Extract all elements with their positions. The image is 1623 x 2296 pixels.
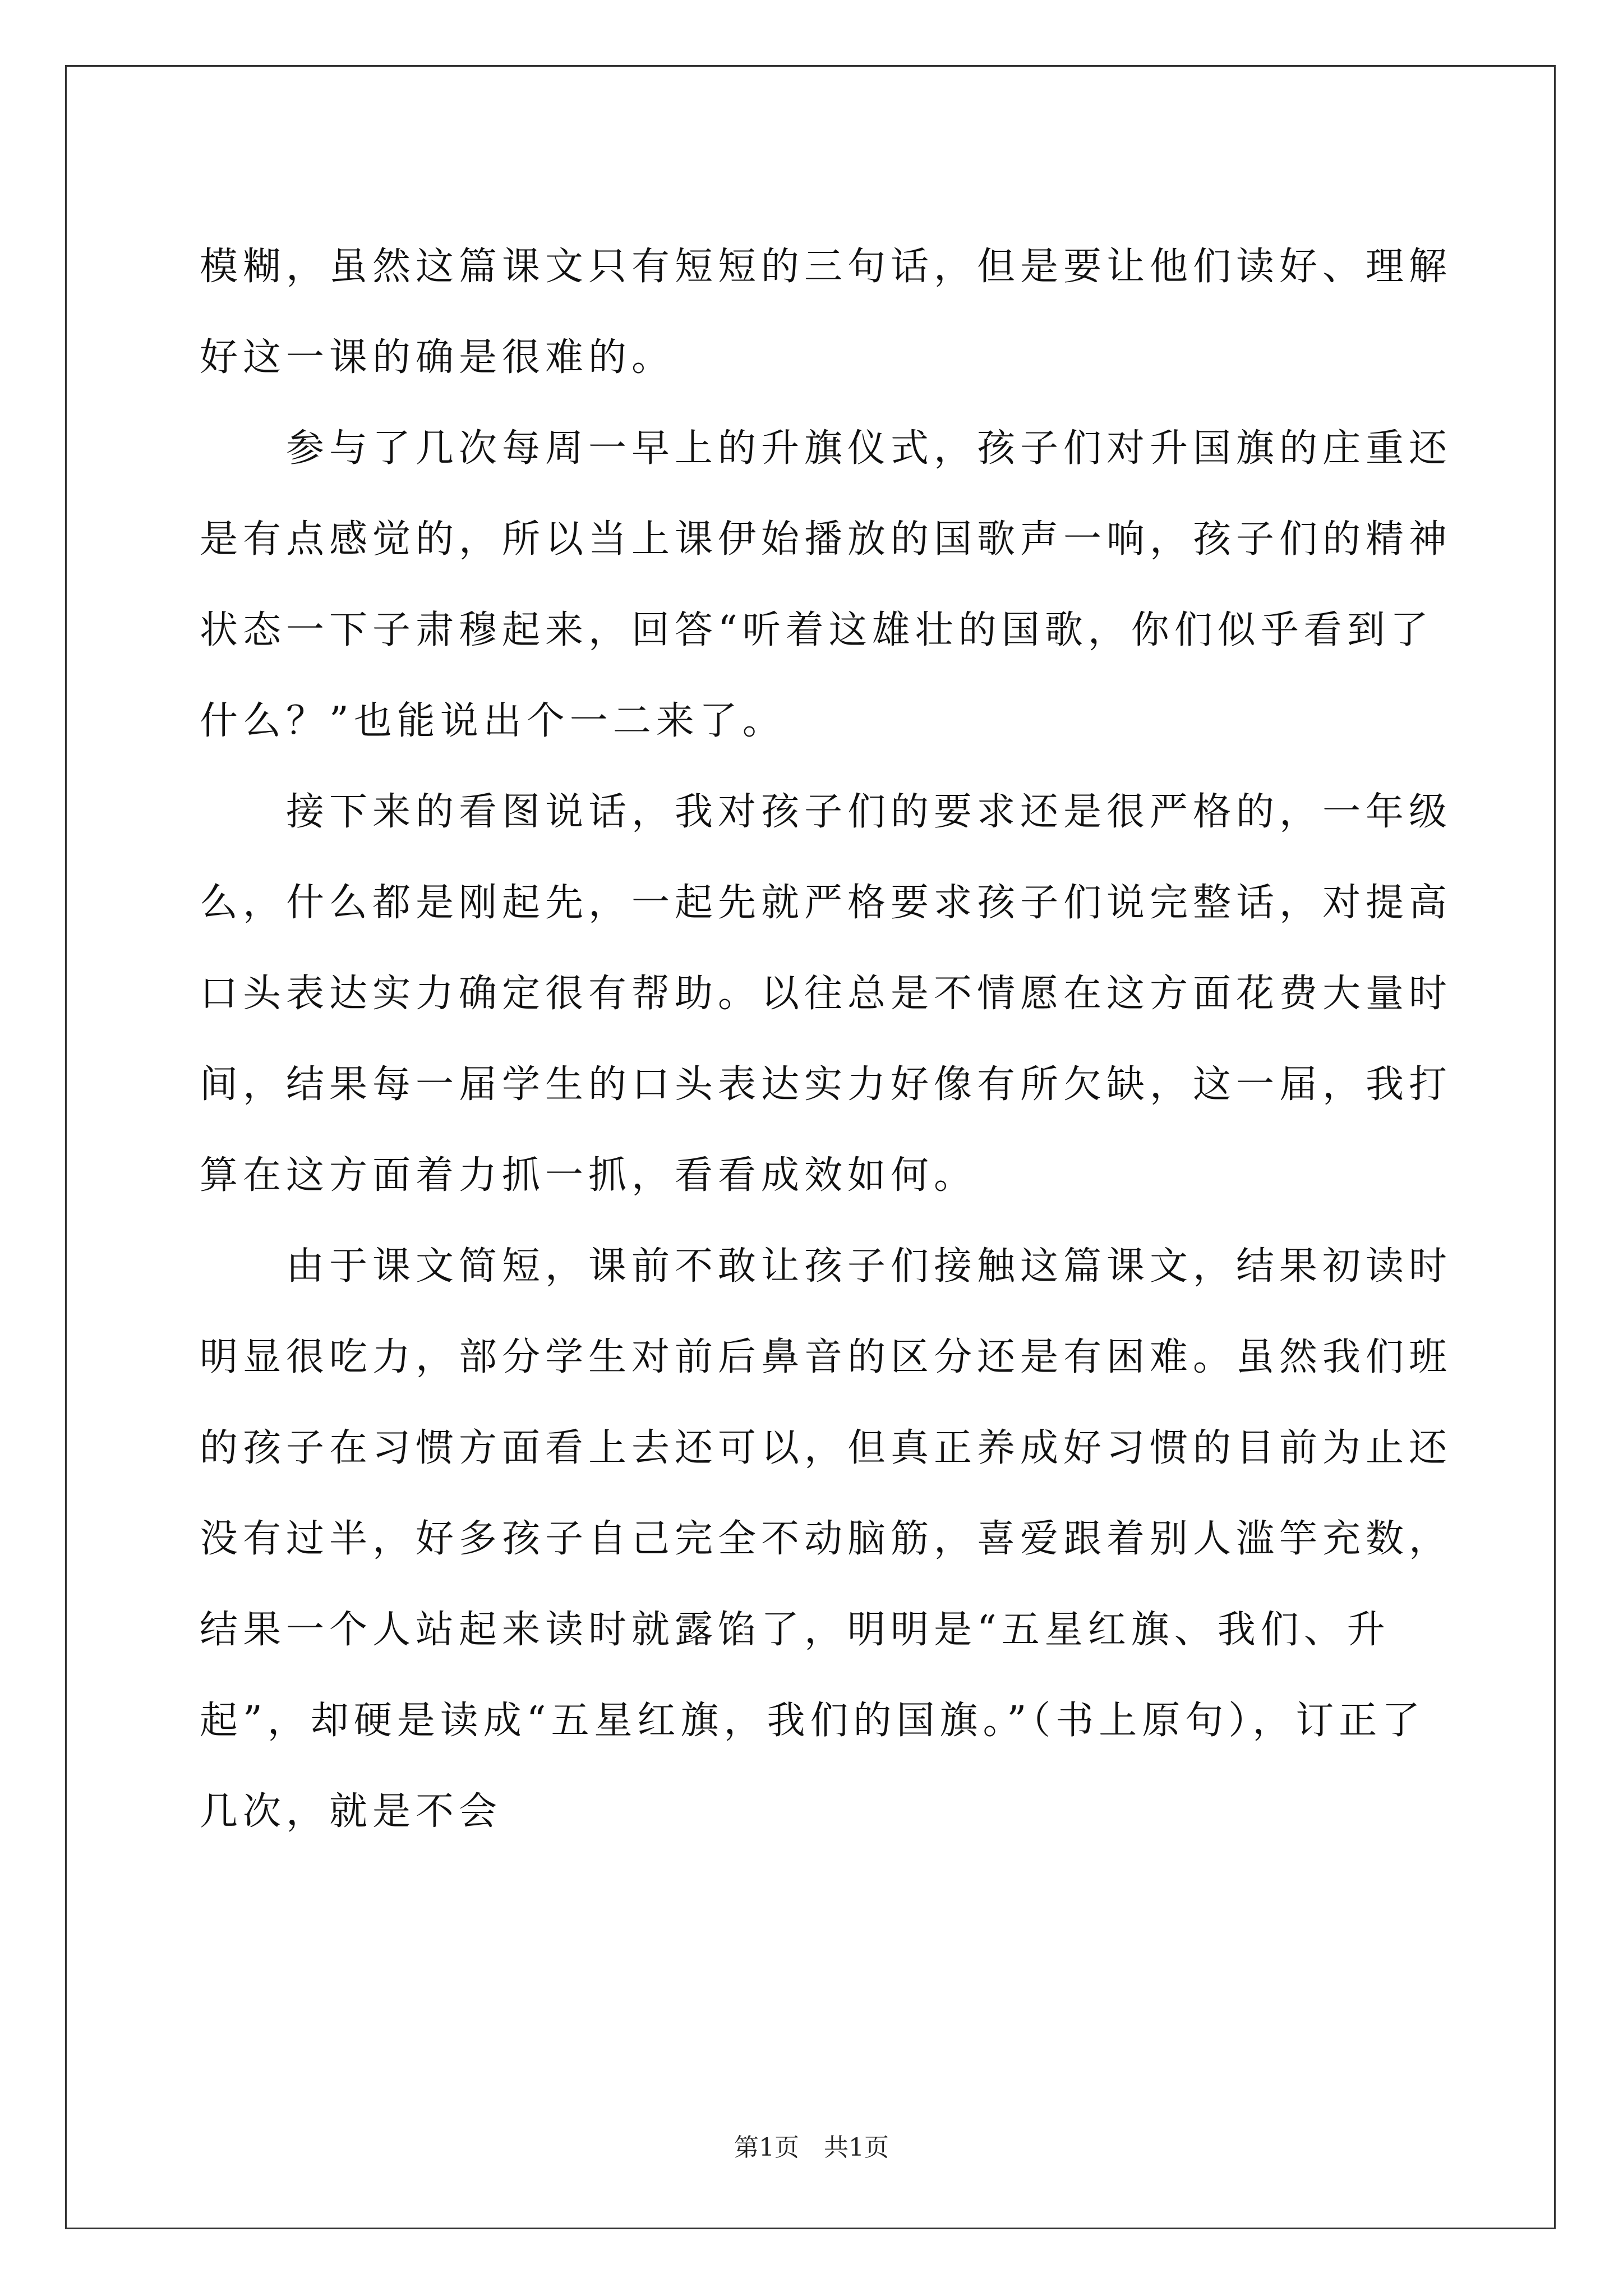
paragraph-4: 由于课文简短，课前不敢让孩子们接触这篇课文，结果初读时明显很吃力，部分学生对前后鼻音的区分还是有困难。虽然我们班的孩子在习惯方面看上去还可以，但真正养成好习惯的目前为止还没有过半，好多孩子自己完全不动脑筋，喜爱跟着别人滥竽充数，结果一个人站起来读时就露馅了，明明是“五星红旗、我们、升起”，却硬是读成“五星红旗，我们的国旗。”（书上原句），订正了几次，就是不会 <box>200 1244 1453 1834</box>
paragraph-2: 参与了几次每周一早上的升旗仪式，孩子们对升国旗的庄重还是有点感觉的，所以当上课伊始播放的国歌声一响，孩子们的精神状态一下子肃穆起来，回答“听着这雄壮的国歌，你们似乎看到了什么？”也能说出个一二来了。 <box>200 426 1453 743</box>
page-number-footer: 第1页 共1页 <box>734 2133 889 2162</box>
paragraph-3: 接下来的看图说话，我对孩子们的要求还是很严格的，一年级么，什么都是刚起先，一起先就严格要求孩子们说完整话，对提高口头表达实力确定很有帮助。以往总是不情愿在这方面花费大量时间，结果每一届学生的口头表达实力好像有所欠缺，这一届，我打算在这方面着力抓一抓，看看成效如何。 <box>200 790 1453 1198</box>
document-body <box>200 222 1461 1857</box>
paragraph-1: 模糊，虽然这篇课文只有短短的三句话，但是要让他们读好、理解好这一课的确是很难的。 <box>200 245 1453 380</box>
